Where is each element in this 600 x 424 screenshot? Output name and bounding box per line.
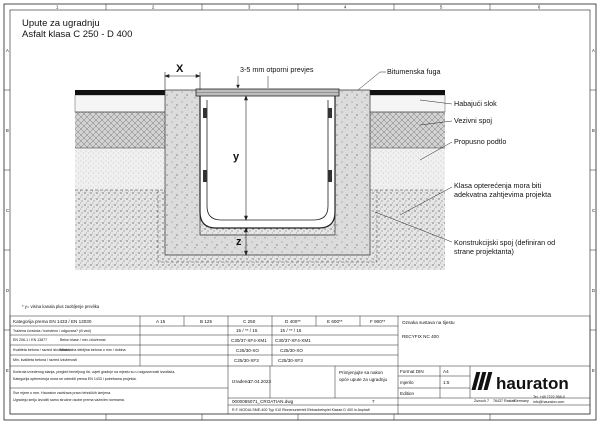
zone-number: 1 [56,4,59,10]
footer-text: R.F. MODULSME-400 Typ 010 Rinnenunterteil Einbaubeispiel Klasse D 400 in Asphalt [232,408,370,412]
gap-label: 3-5 mm otporni prevjes [240,65,314,74]
sheet-number: 7 [372,399,375,404]
zone-letter: A [6,48,9,53]
c250-value-4: C25/30-XF3 [234,358,259,363]
address-line-2: 76437 Rastatt [493,399,516,403]
doc-number: 0000085071_CROATIAN.dwg [232,399,294,404]
row-label-1: Tražena čvrstoća / koristeno / odgovara? (ili veći) [13,329,92,333]
callout-binder: Vezivni spoj [454,116,492,125]
zone-letter: B [592,128,595,133]
class-c250: C 250 [243,319,256,324]
note-2: Kategorija opterećenja mora se odrediti prema EN 1433 i potrebama projekta. [13,377,137,381]
class-b125: B 125 [200,319,213,324]
address-line-3: Germany [514,399,529,403]
zone-number: 3 [248,4,251,10]
c250-value-2: C30/37-XF4-XM1 [231,338,267,343]
footnote: * y= visina kanala plus zaobljenje prevlika [22,304,100,309]
callout-joint-1: Konstrukcijski spoj (definiran od [454,238,556,247]
drainage-channel [196,89,339,228]
row-text-2: Minimalna debljina betona u mm / dubina [60,348,126,352]
approval-text-2: opće upute za ugradnju [339,377,388,382]
asphalt-top-left [75,90,165,95]
dimension-y-label: y [233,151,240,163]
product-label: Oznaka sustava na tijestu [402,320,455,325]
format-label: Format DIN [400,369,424,374]
class-e600: E 600** [327,319,343,324]
callout-wearing: Habajući slok [454,99,497,108]
zone-number: 6 [538,4,541,10]
note-3: Sve mjere u mm. Hauraton zadržava pravo tehničkih izmjena. [13,391,112,395]
d400-value-3: C25/30-XO [280,348,303,353]
format-value: A4 [443,369,449,374]
zone-letter: A [592,48,595,53]
zone-letter: C [6,208,10,213]
callout-loadclass-2: adekvatna zahtjevima projekta [454,190,552,199]
callout-loadclass-1: Klasa opterećenja mora biti [454,181,542,190]
callout-subbase: Propusno podtlo [454,137,507,146]
date-label: Izrađeno: [232,379,252,384]
scale-value: 1:5 [443,380,450,385]
scale-label: mjerilo [400,380,414,385]
note-1: Kontrola izvedenog stanja, pregled temeljnog tla, uvjeti gradnje na mjestu su u odgovornosti izvođača. [13,370,176,374]
callout-bitumen: Bitumenska fuga [387,67,441,76]
gap-leader [237,76,269,88]
class-f900: F 900** [370,319,386,324]
dimension-z-label: z [236,236,242,248]
d400-value-4: C25/30-XF3 [278,358,303,363]
brand-name: hauraton [496,374,569,393]
c250-value-3: C25/30-XO [236,348,259,353]
approval-text: Primjenjujte sa nakon [339,370,383,375]
zone-number: 5 [440,4,443,10]
contact-line-1: Tel. +49 7222 958-0 [533,395,565,399]
hauraton-logo [471,372,568,393]
zone-number: 2 [152,4,155,10]
d400-value-2: C30/37-XF4-XM1 [275,338,311,343]
row-text-1: Beton klase / min. izloženost [60,338,106,342]
note-4: Ugradnju smiju izvoditi samo stručne osobe prema važećim normama. [13,398,125,402]
address-line-1: Zunoch 7 [474,399,489,403]
zone-letter: B [6,128,9,133]
title-line-1: Upute za ugradnju [22,18,100,29]
c250-value-1: 15 / ** / 15 [236,328,258,333]
row-label-3: Kvaliteta betona / razred izloženosti [13,348,70,352]
table-header-label: Kategorija prema EN 1433 / EN 13030 [13,319,92,324]
class-a15: A 15 [156,319,166,324]
zone-letter: D [592,288,596,293]
asphalt-top-right [370,90,445,95]
title-line-2: Asfalt klasa C 250 - D 400 [22,29,133,40]
dimension-x-label: X [176,63,184,75]
zone-letter: C [592,208,596,213]
contact-line-2: info@hauraton.com [533,400,565,404]
unit-label: Edition [400,391,415,396]
class-d400: D 400** [285,319,301,324]
callout-joint-2: strane projektanta) [454,247,514,256]
date-value: 17.04.2023 [248,379,271,384]
d400-value-1: 15 / ** / 15 [280,328,302,333]
zone-letter: E [6,368,9,373]
row-label-2: EN 206-1 / EN 13877 [13,338,48,342]
zone-letter: E [592,368,595,373]
product-name: RECYFIX NC 400 [402,334,439,339]
zone-number: 4 [344,4,347,10]
row-label-4: Min. kvaliteta betona / razred izloženosti [13,358,77,362]
zone-letter: D [6,288,10,293]
